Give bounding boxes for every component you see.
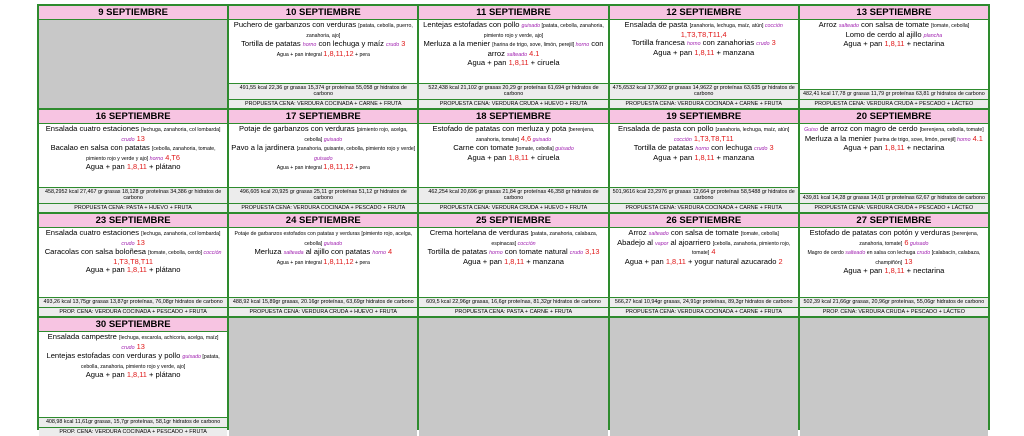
dish-line [41, 371, 225, 380]
dish-text: con lechuga y maíz [316, 39, 386, 49]
cooking-method: horno [489, 250, 503, 257]
allergen-codes: 3 [769, 38, 776, 48]
cooking-method: horno [148, 155, 164, 162]
cooking-method: guisado [322, 136, 343, 143]
dish-text: con zanahorias [700, 38, 757, 48]
cooking-method: crudo [756, 41, 770, 48]
nutrition-info: 439,81 kcal 14,28 gr grasas 14,01 gr proteínas 62,67 gr hidratos de carbono [800, 193, 988, 203]
day-header: 10 SEPTIEMBRE [229, 6, 417, 20]
dish-text: Lentejas estofadas con verduras y pollo [46, 351, 183, 361]
dish-line [41, 352, 225, 371]
cooking-method: crudo [754, 146, 768, 153]
dinner-suggestion: PROP. CENA: VERDURA COCINADA + PESCADO + FRUTA [39, 307, 227, 316]
day-cell [419, 214, 607, 316]
dish-text: Merluza a la menier [423, 39, 493, 49]
menu-dishes [229, 20, 417, 83]
dish-line [802, 248, 986, 267]
allergen-codes: 13 [134, 341, 145, 351]
dish-text: Ensalada de pasta [624, 20, 690, 29]
day-header: 25 SEPTIEMBRE [419, 214, 607, 228]
dish-line [421, 40, 605, 59]
dish-text: Ensalada cuatro estaciones [45, 124, 142, 133]
dish-text: [harina de trigo, sove, limón, perejil] [873, 136, 956, 143]
dish-text: al ajillo con patatas [303, 247, 373, 257]
empty-day-area [39, 20, 227, 108]
dinner-suggestion: PROPUESTA CENA: VERDURA CRUDA + HUEVO + FRUTA [419, 99, 607, 108]
day-header: 26 SEPTIEMBRE [610, 214, 798, 228]
cooking-method: horno [574, 42, 590, 49]
cooking-method: salteado [648, 231, 669, 237]
day-cell [800, 110, 988, 212]
allergen-codes: 4,6 [518, 133, 532, 143]
allergen-codes: 1,8,11 [884, 143, 905, 153]
day-cell [39, 214, 227, 316]
dish-text: Agua + pan [85, 162, 127, 172]
nutrition-info: 475,6532 kcal 17,3602 gr grasas 14,9622 gr proteínas 63,635 gr hidratos de carbono [610, 83, 798, 99]
cooking-method: cocción [763, 23, 783, 29]
dish-line [231, 229, 415, 248]
allergen-codes: 1,8,11 [508, 152, 529, 162]
dish-text: Agua + pan [843, 143, 885, 153]
dish-text: + ciruela [528, 152, 560, 162]
nutrition-info: 566,27 kcal 10,94gr grasas, 24,91gr proteínas, 89,3gr hidratos de carbono [610, 297, 798, 307]
dish-text: [harina de trigo, sove, limón, perejil] [492, 42, 575, 49]
dinner-suggestion: PROPUESTA CENA: PASTA + CARNE + FRUTA [419, 307, 607, 316]
dish-text: Tortilla francesa [631, 38, 687, 48]
dish-text: Merluza [254, 247, 284, 257]
dish-text: Carne con tomate [453, 143, 516, 153]
dish-text: [patata, cebolla, zanahoria, pimiento rojo y verde, ajo] [80, 354, 220, 370]
day-cell [800, 6, 988, 108]
menu-dishes [800, 228, 988, 297]
dish-text: [patata, cebolla, zanahoria, pimiento rojo y verde, ajo] [483, 23, 604, 39]
cooking-method: cocción [673, 136, 692, 143]
cooking-method: horno [695, 146, 709, 153]
dinner-suggestion: PROPUESTA CENA: PASTA + HUEVO + FRUTA [39, 203, 227, 212]
day-header: 16 SEPTIEMBRE [39, 110, 227, 124]
allergen-codes: 1,8,11,12 [323, 48, 354, 58]
allergen-codes: 1,8,11 [694, 47, 715, 57]
dish-text: [zanahoria, guisante, cebolla, pimiento rojo y verde] [296, 146, 416, 153]
dish-line [612, 21, 796, 39]
dish-text: [tomate, cebolla] [931, 23, 970, 29]
dish-line [231, 144, 415, 163]
dish-line [231, 258, 415, 268]
dish-text: con arroz [487, 39, 604, 58]
dish-text: Arroz [818, 20, 839, 29]
dish-text: [lechuga, zanahoria, col lombarda] [141, 231, 221, 237]
allergen-codes: 3,13 [583, 247, 600, 257]
dinner-suggestion: PROP. CENA: VERDURA CRUDA + PESCADO + LÁCTEO [800, 307, 988, 316]
dish-text: con salsa de tomate [668, 228, 741, 237]
dish-text: Puchero de garbanzos con verduras [233, 20, 359, 29]
dish-line [802, 229, 986, 248]
day-cell [39, 6, 227, 108]
dinner-suggestion: PROPUESTA CENA: VERDURA CRUDA + HUEVO + FRUTA [419, 203, 607, 212]
dish-text: + pera [353, 51, 370, 58]
dish-text: + manzana [524, 256, 565, 266]
day-header: 20 SEPTIEMBRE [800, 110, 988, 124]
allergen-codes: 1,8,11 [508, 58, 529, 68]
cooking-method: guisado [531, 136, 552, 143]
dish-text: Agua + pan [85, 370, 127, 380]
dish-text: Pavo a la jardinera [231, 143, 297, 153]
allergen-codes: 13 [902, 256, 913, 266]
allergen-codes: 13 [134, 133, 145, 143]
day-cell [419, 110, 607, 212]
dish-text: [tomate, cebolla] [740, 231, 779, 237]
dish-text: + nectarina [904, 266, 945, 276]
dish-text: [zanahoria, lechuga, maíz, atún] [689, 23, 764, 29]
dish-text: en salsa con lechuga [865, 250, 917, 257]
dish-text: + nectarina [904, 39, 945, 49]
dish-text: [patata, zanahoria, calabaza, espinacas] [491, 231, 598, 247]
dish-line [421, 21, 605, 40]
allergen-codes: 1,8,11 [126, 265, 147, 275]
dish-line [231, 125, 415, 144]
dish-text: con salsa de tomate [858, 20, 932, 29]
dish-text: Potaje de garbanzos con verduras [239, 124, 357, 133]
cooking-method: Guiso [804, 127, 818, 133]
dish-text: Caracolas con salsa boloñesa [44, 247, 149, 257]
menu-dishes [800, 20, 988, 89]
dish-text: [patata, cebolla, puerro, zanahoria, ajo] [306, 23, 413, 39]
menu-calendar-grid [37, 4, 990, 435]
nutrition-info: 501,9616 kcal 23,2976 gr grasas 12,664 gr proteínas 58,5488 gr hidratos de carbono [610, 187, 798, 203]
dinner-suggestion: PROPUESTA CENA: VERDURA CRUDA + HUEVO + FRUTA [229, 307, 417, 316]
dish-text: con tomate natural [502, 247, 570, 257]
menu-dishes [39, 332, 227, 417]
allergen-codes: 3 [767, 143, 774, 153]
allergen-codes: 3 [399, 39, 406, 49]
dish-text: Agua + pan [653, 47, 695, 57]
menu-dishes [419, 20, 607, 83]
dish-text: + yogur natural azucarado [685, 256, 779, 266]
cooking-method: salteado [838, 23, 859, 29]
day-header: 24 SEPTIEMBRE [229, 214, 417, 228]
dish-text: Agua + pan [85, 265, 127, 275]
allergen-codes: 1,8,11 [694, 152, 715, 162]
dinner-suggestion: PROPUESTA CENA: VERDURA COCINADA + CARNE + FRUTA [610, 99, 798, 108]
cooking-method: crudo [121, 240, 135, 247]
dish-line [802, 267, 986, 276]
menu-dishes [610, 20, 798, 83]
cooking-method: crudo [121, 136, 135, 143]
dish-text: Ensalada de pasta con pollo [618, 124, 716, 133]
nutrition-info: 482,41 kcal 17,78 gr grasas 11,79 gr proteínas 63,81 gr hidratos de carbono [800, 89, 988, 99]
nutrition-info: 491,55 kcal 22,36 gr grasas 15,374 gr proteínas 55,058 gr hidratos de carbono [229, 83, 417, 99]
dish-line [802, 144, 986, 153]
dish-text: Agua + pan [467, 58, 509, 68]
cooking-method: guisado [553, 146, 574, 153]
day-cell [419, 318, 607, 436]
dish-text: Arroz [628, 228, 649, 237]
menu-dishes [419, 228, 607, 297]
day-cell [229, 214, 417, 316]
dish-text: [lechuga, zanahoria, col lombarda] [141, 127, 221, 133]
nutrition-info: 496,605 kcal 20,925 gr grasas 25,11 gr proteínas 51,12 gr hidratos de carbono [229, 187, 417, 203]
dish-text: + plátano [146, 370, 181, 380]
dish-text: Agua + pan integral [276, 259, 324, 266]
cooking-method: plancha [923, 32, 943, 39]
day-cell [800, 318, 988, 436]
menu-dishes [610, 124, 798, 187]
allergen-codes: 1,T3,T8,T11 [691, 133, 734, 143]
dinner-suggestion: PROPUESTA CENA: VERDURA COCINADA + PESCADO + FRUTA [229, 203, 417, 212]
day-header: 12 SEPTIEMBRE [610, 6, 798, 20]
dish-line [421, 258, 605, 267]
dish-line [612, 49, 796, 58]
allergen-codes: 1,8,11 [126, 162, 147, 172]
dish-text: [pimiento rojo, acelga, cebolla] [304, 127, 408, 143]
day-cell [229, 318, 417, 436]
dish-text: Merluza a la menier [804, 133, 874, 143]
dish-line [421, 59, 605, 68]
day-header: 11 SEPTIEMBRE [419, 6, 607, 20]
menu-dishes [610, 228, 798, 297]
dinner-suggestion: PROPUESTA CENA: VERDURA COCINADA + CARNE + FRUTA [610, 307, 798, 316]
cooking-method: horno [302, 42, 317, 49]
dish-line [41, 266, 225, 275]
dish-text: + plátano [146, 162, 181, 172]
dish-text: Agua + pan [467, 152, 509, 162]
dish-text: [cebolla, zanahoria, tomate, pimiento rojo y verde y ajo] [86, 146, 216, 162]
dish-text: Agua + pan [843, 266, 885, 276]
cooking-method: cocción [202, 250, 222, 257]
dish-text: Lentejas estofadas con pollo [423, 20, 522, 29]
dish-text: Ensalada campestre [47, 332, 120, 341]
dish-text: Estofado de patatas con merluza y pota [432, 124, 569, 133]
dish-text: Agua + pan integral [276, 165, 324, 172]
dish-text: [berenjena, zanahoria, tomate] [475, 127, 595, 143]
dish-text: [berenjena, cebolla, tomate] [919, 127, 984, 133]
dish-line [41, 163, 225, 172]
nutrition-info: 488,92 kcal 15,89gr grasas, 20.16gr proteínas, 63,69gr hidratos de carbono [229, 297, 417, 307]
dish-text: Magro de cerdo [807, 250, 846, 257]
allergen-codes: 1,8,11,12 [323, 256, 354, 266]
cooking-method: horno [686, 41, 701, 48]
dish-text: [berenjena, zanahoria, tomate] [859, 231, 979, 247]
day-header: 17 SEPTIEMBRE [229, 110, 417, 124]
cooking-method: salteada [283, 250, 304, 257]
menu-dishes [229, 124, 417, 187]
dish-text: Tortilla de patatas [241, 39, 303, 49]
nutrition-info: 609,5 kcal 22,96gr grasas, 16,6gr proteínas, 81,32gr hidratos de carbono [419, 297, 607, 307]
allergen-codes: 1,8,11 [504, 256, 525, 266]
allergen-codes: 1,8,11 [126, 370, 147, 380]
dish-text: [pimiento rojo, acelga, cebolla] [304, 231, 413, 247]
dish-line [612, 125, 796, 144]
dish-text: Agua + pan [653, 152, 695, 162]
cooking-method: guisado [521, 23, 541, 29]
dish-text: + manzana [714, 47, 755, 57]
dish-text: Tortilla de patatas [633, 143, 696, 153]
cooking-method: cocción [516, 240, 536, 247]
day-cell [229, 110, 417, 212]
cooking-method: salteado [845, 250, 866, 257]
dish-text: + ciruela [528, 58, 560, 68]
day-cell [610, 110, 798, 212]
day-cell [419, 6, 607, 108]
dish-line [41, 144, 225, 163]
allergen-codes: 6 [902, 237, 909, 247]
day-header: 13 SEPTIEMBRE [800, 6, 988, 20]
cooking-method: horno [955, 136, 971, 143]
dish-text: Tortilla de patatas [427, 247, 490, 257]
dish-text: [tomate, cebolla, cerdo] [148, 250, 203, 257]
dish-line [231, 163, 415, 173]
cooking-method: crudo [121, 344, 135, 351]
dish-text: Crema hortelana de verduras [429, 228, 531, 237]
dish-line [612, 154, 796, 163]
nutrition-info: 458,2952 kcal 27,467 gr grasas 18,128 gr proteínas 34,386 gr hidratos de carbono [39, 187, 227, 203]
nutrition-info: 462,254 kcal 20,696 gr grasas 21,84 gr proteínas 46,358 gr hidratos de carbono [419, 187, 607, 203]
cooking-method: vapor [655, 240, 669, 247]
dish-line [231, 50, 415, 60]
nutrition-info: 493,26 kcal 13,75gr grasas 13,87gr proteínas, 76,08gr hidratos de carbono [39, 297, 227, 307]
allergen-codes: 4,T6 [163, 152, 181, 162]
dinner-suggestion: PROP. CENA: VERDURA COCINADA + PESCADO + FRUTA [39, 427, 227, 436]
allergen-codes: 4 [709, 247, 716, 257]
menu-dishes [39, 124, 227, 187]
dish-text: de arroz con magro de cerdo [817, 124, 920, 133]
dish-text: Agua + pan [624, 256, 666, 266]
dish-text: al ajoarriero [668, 237, 713, 247]
dish-text: con lechuga [708, 143, 755, 153]
day-header: 18 SEPTIEMBRE [419, 110, 607, 124]
cooking-method: crudo [916, 250, 931, 257]
dinner-suggestion: PROPUESTA CENA: VERDURA COCINADA + CARNE + FRUTA [610, 203, 798, 212]
dish-text: [lechuga, escarola, achicoria, acelga, maíz] [119, 335, 219, 341]
day-header: 19 SEPTIEMBRE [610, 110, 798, 124]
dish-text: Agua + pan integral [276, 51, 324, 58]
dish-text: [cebolla, zanahoria, pimiento rojo, tomate] [691, 240, 791, 257]
day-header: 23 SEPTIEMBRE [39, 214, 227, 228]
allergen-codes: 1,8,11 [665, 256, 686, 266]
allergen-codes: 1,T3,T8,T11 [113, 256, 153, 266]
dish-text: Potaje de garbanzos estofados con patatas y verduras [234, 231, 362, 237]
day-header: 9 SEPTIEMBRE [39, 6, 227, 20]
menu-dishes [229, 228, 417, 297]
cooking-method: guisado [314, 155, 333, 162]
dish-text: Estofado de patatas con potón y verduras [809, 228, 953, 237]
dish-line [41, 229, 225, 248]
dish-text: [calabacín, calabaza, champiñón] [875, 250, 981, 266]
day-header: 27 SEPTIEMBRE [800, 214, 988, 228]
dish-text: Agua + pan [843, 39, 885, 49]
dish-line [421, 125, 605, 144]
cooking-method: salteado [507, 51, 528, 58]
dish-line [421, 229, 605, 248]
dish-text: + pera [353, 165, 370, 172]
dish-text: Bacalao en salsa con patatas [50, 143, 152, 153]
dish-text: [zanahoria, lechuga, maíz, atún] [715, 127, 790, 133]
dish-line [41, 125, 225, 144]
dinner-suggestion: PROPUESTA CENA: VERDURA CRUDA + PESCADO + LÁCTEO [800, 99, 988, 108]
dish-line [612, 239, 796, 258]
dish-text: Ensalada cuatro estaciones [45, 228, 142, 237]
cooking-method: guisado [182, 354, 201, 361]
cooking-method: horno [372, 250, 386, 257]
dish-line [41, 333, 225, 352]
dish-text: Abadejo al [617, 237, 656, 247]
day-cell [229, 6, 417, 108]
dish-text: + plátano [146, 265, 181, 275]
day-cell [39, 318, 227, 436]
allergen-codes: 1,T3,T8,T11,4 [680, 29, 727, 39]
cooking-method: guisado [908, 240, 929, 247]
cooking-method: guisado [322, 240, 343, 247]
allergen-codes: 13 [134, 237, 145, 247]
allergen-codes: 1,8,11 [884, 266, 905, 276]
allergen-codes: 1,8,11 [884, 39, 905, 49]
day-cell [800, 214, 988, 316]
dish-line [802, 40, 986, 49]
dish-text: Agua + pan [462, 256, 505, 266]
nutrition-info: 408,98 kcal 11,61gr grasas, 15,7gr proteínas, 58,1gr hidratos de carbono [39, 417, 227, 427]
cooking-method: crudo [386, 42, 400, 49]
day-cell [39, 110, 227, 212]
dinner-suggestion: PROPUESTA CENA: VERDURA CRUDA + PESCADO + LÁCTEO [800, 203, 988, 212]
dish-line [41, 248, 225, 266]
dish-text: + manzana [714, 152, 755, 162]
dish-line [421, 154, 605, 163]
dish-text: Lomo de cerdo al ajillo [845, 29, 924, 39]
allergen-codes: 4.1 [527, 48, 540, 58]
day-cell [610, 6, 798, 108]
allergen-codes: 2 [778, 256, 783, 266]
dish-line [231, 21, 415, 40]
dish-text: [tomate, cebolla] [515, 146, 554, 153]
nutrition-info: 522,438 kcal 21,102 gr grasas 20,29 gr proteínas 61,694 gr hidratos de carbono [419, 83, 607, 99]
menu-dishes [39, 228, 227, 297]
cooking-method: crudo [569, 250, 584, 257]
day-header: 30 SEPTIEMBRE [39, 318, 227, 332]
allergen-codes: 4 [385, 247, 393, 257]
dish-line [612, 258, 796, 267]
dinner-suggestion: PROPUESTA CENA: VERDURA COCINADA + CARNE + FRUTA [229, 99, 417, 108]
allergen-codes: 1,8,11,12 [323, 162, 354, 172]
dish-text: + nectarina [904, 143, 945, 153]
day-cell [610, 214, 798, 316]
menu-dishes [800, 124, 988, 193]
dish-text: + pera [353, 259, 370, 266]
day-cell [610, 318, 798, 436]
allergen-codes: 4.1 [970, 133, 983, 143]
menu-dishes [419, 124, 607, 187]
nutrition-info: 502,39 kcal 21,66gr grasas, 20,96gr proteínas, 55,06gr hidratos de carbono [800, 297, 988, 307]
